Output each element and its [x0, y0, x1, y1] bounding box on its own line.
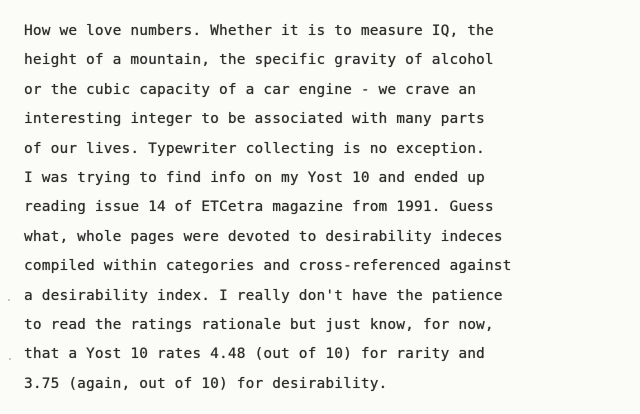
text-line: height of a mountain, the specific gravity of alcohol	[24, 52, 494, 69]
text-line: that a Yost 10 rates 4.48 (out of 10) for rarity and	[24, 346, 485, 363]
text-line: compiled within categories and cross-referenced against	[24, 258, 512, 275]
text-line: interesting integer to be associated with many parts	[24, 111, 485, 128]
text-line: I was trying to find info on my Yost 10 and ended up	[24, 169, 485, 186]
text-line: a desirability index. I really don't have the patience	[24, 287, 503, 304]
paper-speck	[8, 299, 10, 301]
text-line: to read the ratings rationale but just know, for now,	[24, 316, 494, 333]
text-line: How we love numbers. Whether it is to measure IQ, the	[24, 23, 494, 39]
text-line: reading issue 14 of ETCetra magazine from 1991. Guess	[24, 199, 494, 216]
text-line: or the cubic capacity of a car engine - we crave an	[24, 81, 477, 98]
text-line: of our lives. Typewriter collecting is no exception.	[24, 140, 485, 157]
typewritten-paragraph	[24, 17, 512, 399]
text-line: what, whole pages were devoted to desirability indeces	[24, 228, 503, 245]
paper-speck	[9, 358, 11, 360]
text-line: 3.75 (again, out of 10) for desirability.	[24, 375, 388, 392]
